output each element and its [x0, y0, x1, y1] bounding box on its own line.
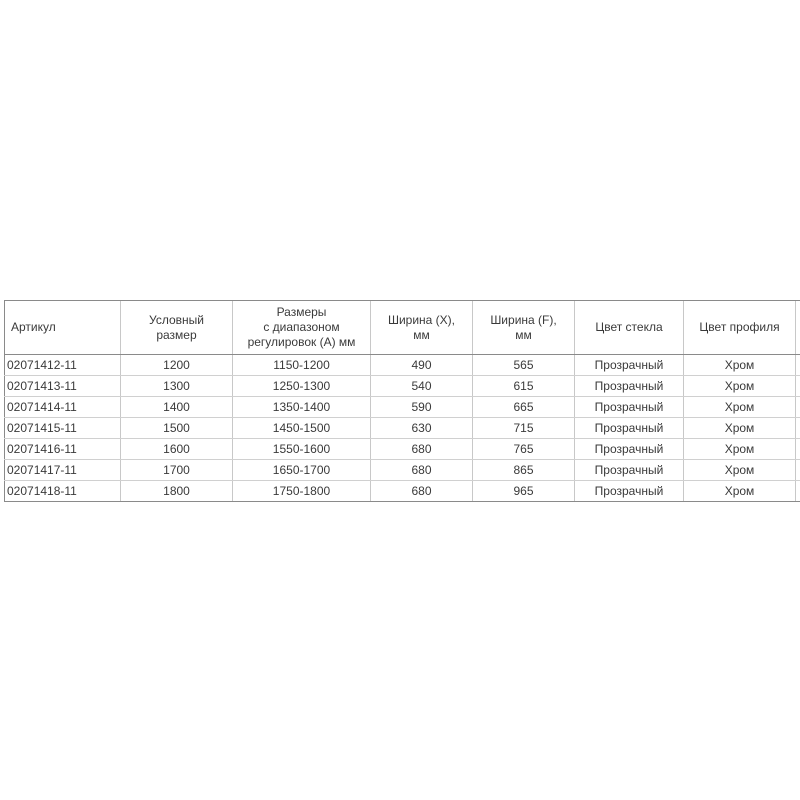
table-row	[5, 397, 800, 418]
cell-width-f: 715	[473, 418, 575, 439]
header-width-x: Ширина (X), мм	[371, 301, 473, 355]
cell-glass-color: Прозрачный	[575, 481, 684, 502]
cell-width-f: 565	[473, 355, 575, 376]
cell-width-x: 590	[371, 397, 473, 418]
cell-article: 02071412-11	[5, 355, 121, 376]
cell-dimensions-range: 1550-1600	[233, 439, 371, 460]
cell-article: 02071413-11	[5, 376, 121, 397]
cell-nominal-size: 1800	[121, 481, 233, 502]
cell-extra	[796, 460, 800, 481]
cell-width-x: 540	[371, 376, 473, 397]
cell-width-f: 765	[473, 439, 575, 460]
cell-article: 02071415-11	[5, 418, 121, 439]
header-width-f: Ширина (F), мм	[473, 301, 575, 355]
cell-extra	[796, 376, 800, 397]
table-row	[5, 418, 800, 439]
cell-nominal-size: 1700	[121, 460, 233, 481]
cell-profile-color: Хром	[684, 418, 796, 439]
cell-width-x: 680	[371, 481, 473, 502]
cell-extra	[796, 481, 800, 502]
cell-profile-color: Хром	[684, 460, 796, 481]
cell-nominal-size: 1400	[121, 397, 233, 418]
cell-dimensions-range: 1750-1800	[233, 481, 371, 502]
cell-width-x: 680	[371, 460, 473, 481]
header-article: Артикул	[5, 301, 121, 355]
cell-profile-color: Хром	[684, 439, 796, 460]
cell-profile-color: Хром	[684, 397, 796, 418]
cell-nominal-size: 1200	[121, 355, 233, 376]
table-row	[5, 460, 800, 481]
header-nominal-size: Условный размер	[121, 301, 233, 355]
cell-extra	[796, 439, 800, 460]
cell-width-f: 965	[473, 481, 575, 502]
cell-dimensions-range: 1650-1700	[233, 460, 371, 481]
spec-table	[4, 300, 800, 502]
cell-dimensions-range: 1450-1500	[233, 418, 371, 439]
header-dimensions-range: Размеры с диапазоном регулировок (A) мм	[233, 301, 371, 355]
cell-glass-color: Прозрачный	[575, 355, 684, 376]
header-profile-color: Цвет профиля	[684, 301, 796, 355]
table-row	[5, 481, 800, 502]
cell-glass-color: Прозрачный	[575, 460, 684, 481]
cell-width-x: 490	[371, 355, 473, 376]
cell-extra	[796, 355, 800, 376]
cell-nominal-size: 1600	[121, 439, 233, 460]
cell-profile-color: Хром	[684, 376, 796, 397]
cell-extra	[796, 418, 800, 439]
cell-profile-color: Хром	[684, 481, 796, 502]
cell-article: 02071416-11	[5, 439, 121, 460]
table-body	[5, 355, 800, 502]
header-row	[5, 301, 800, 355]
cell-dimensions-range: 1350-1400	[233, 397, 371, 418]
table-row	[5, 376, 800, 397]
cell-dimensions-range: 1250-1300	[233, 376, 371, 397]
cell-dimensions-range: 1150-1200	[233, 355, 371, 376]
cell-glass-color: Прозрачный	[575, 397, 684, 418]
cell-width-f: 865	[473, 460, 575, 481]
cell-nominal-size: 1500	[121, 418, 233, 439]
cell-profile-color: Хром	[684, 355, 796, 376]
cell-width-f: 615	[473, 376, 575, 397]
cell-extra	[796, 397, 800, 418]
cell-glass-color: Прозрачный	[575, 376, 684, 397]
cell-width-x: 630	[371, 418, 473, 439]
header-glass-color: Цвет стекла	[575, 301, 684, 355]
cell-width-f: 665	[473, 397, 575, 418]
cell-width-x: 680	[371, 439, 473, 460]
header-extra	[796, 301, 800, 355]
cell-article: 02071418-11	[5, 481, 121, 502]
cell-article: 02071414-11	[5, 397, 121, 418]
cell-nominal-size: 1300	[121, 376, 233, 397]
table-row	[5, 355, 800, 376]
cell-glass-color: Прозрачный	[575, 418, 684, 439]
cell-article: 02071417-11	[5, 460, 121, 481]
cell-glass-color: Прозрачный	[575, 439, 684, 460]
table-row	[5, 439, 800, 460]
